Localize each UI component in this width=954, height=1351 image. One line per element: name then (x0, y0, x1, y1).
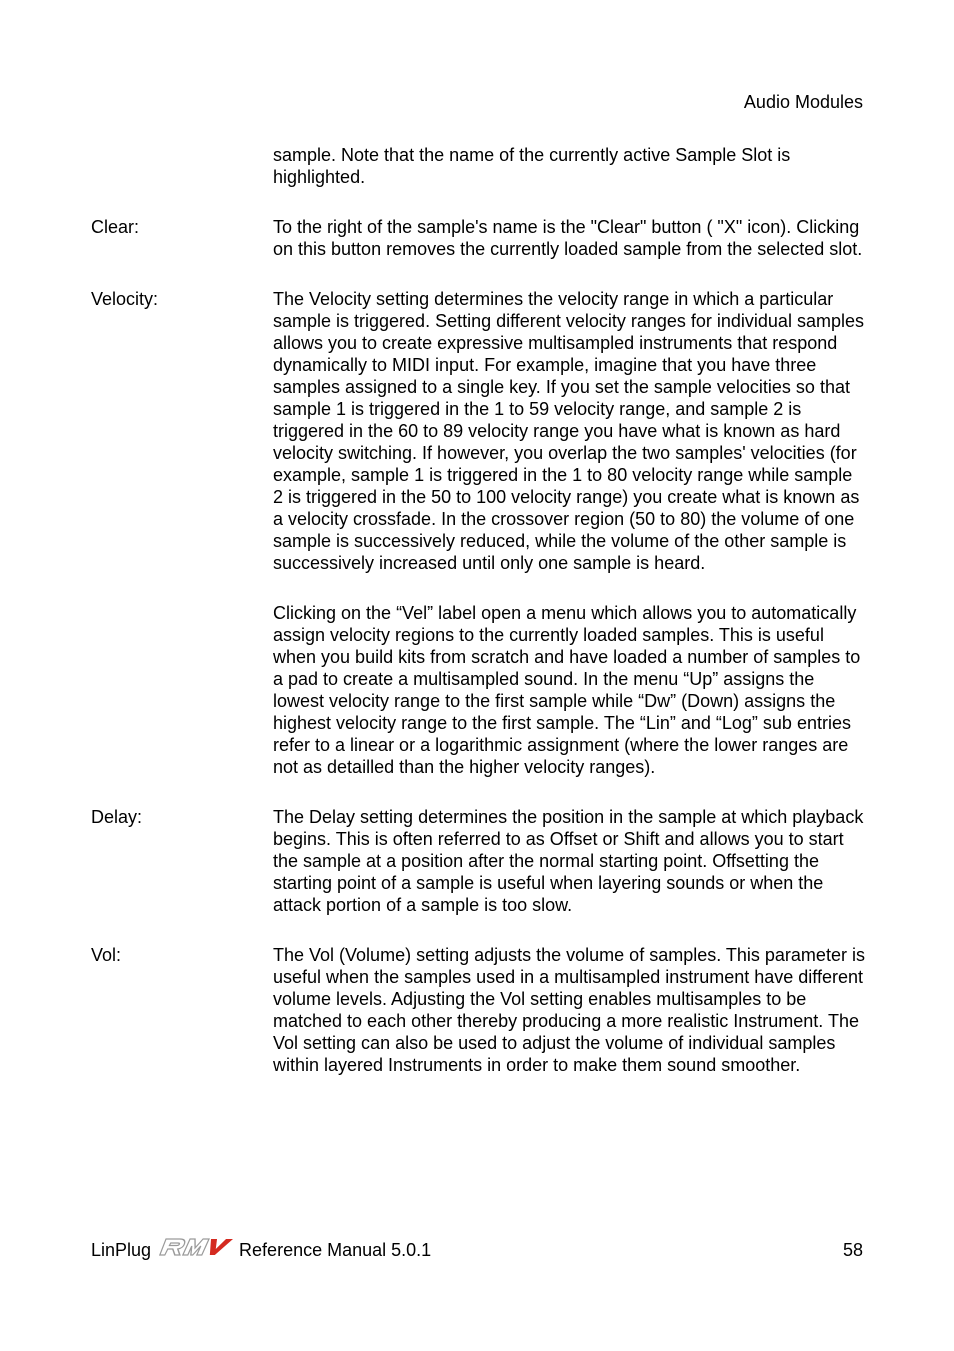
entry-delay (91, 806, 865, 916)
manual-title: Reference Manual 5.0.1 (239, 1239, 432, 1260)
entry-paragraph: To the right of the sample's name is the "Clear" button ( "X" icon). Clicking on this button removes the currently loaded sample from the selected slot. (273, 217, 863, 259)
entry-vol (91, 944, 865, 1076)
section-title: Audio Modules (743, 92, 863, 112)
page-footer (91, 1236, 863, 1263)
page-number: 58 (842, 1239, 863, 1260)
entry-paragraph: The Velocity setting determines the velocity range in which a particular sample is triggered. Setting different velocity ranges for individual samples allows you to create expressive multisampled instruments that respond dynamically to MIDI input. For example, imagine that you have three samples assigned to a single key. If you set the sample velocities so that sample 1 is triggered in the 1 to 59 velocity range, and sample 2 is triggered in the 60 to 89 velocity range you have what is known as hard velocity switching. If however, you overlap the two samples' velocities (for example, sample 1 is triggered in the 1 to 80 velocity range while sample 2 is triggered in the 50 to 100 velocity range) you create what is known as a velocity crossfade. In the crossover region (50 to 80) the volume of one sample is successively reduced, while the volume of the other sample is successively increased until only one sample is heard. (273, 289, 864, 573)
brand-name: LinPlug (91, 1239, 152, 1260)
footer-title (91, 1236, 431, 1263)
entry-label (91, 144, 273, 188)
entry-label: Velocity: (91, 289, 159, 309)
entry-label: Vol: (91, 945, 122, 965)
entry-sample-cont (91, 144, 865, 188)
entry-paragraph: The Delay setting determines the position in the sample at which playback begins. This is often referred to as Offset or Shift and allows you to start the sample at a position after the normal starting point. Offsetting the starting point of a sample is useful when layering sounds or when the attack portion of a sample is too slow. (273, 807, 864, 915)
entry-label: Clear: (91, 217, 140, 237)
entry-label: Delay: (91, 807, 143, 827)
entry-velocity-cont (91, 602, 865, 778)
page-header (744, 91, 863, 113)
entry-paragraph: sample. Note that the name of the currently active Sample Slot is highlighted. (273, 145, 791, 187)
rmv-logo (157, 1236, 233, 1263)
entry-paragraph: Clicking on the “Vel” label open a menu which allows you to automatically assign velocity regions to the currently loaded samples. This is useful when you build kits from scratch and have loaded a number of samples to a pad to create a multisampled sound. In the menu “Up” assigns the lowest velocity range to the first sample while “Dw” (Down) assigns the highest velocity range to the first sample. The “Lin” and “Log” sub entries refer to a linear or a logarithmic assignment (where the lower ranges are not as detailled than the higher velocity ranges). (273, 603, 861, 777)
entry-clear (91, 216, 865, 260)
entry-paragraph: The Vol (Volume) setting adjusts the volume of samples. This parameter is useful when the samples used in a multisampled instrument have different volume levels. Adjusting the Vol setting enables multisamples to be matched to each other thereby producing a more realistic Instrument. The Vol setting can also be used to adjust the volume of individual samples within layered Instruments in order to make them sound smoother. (273, 945, 865, 1075)
document-body (91, 144, 865, 1076)
rmv-logo-icon (157, 1236, 233, 1258)
entry-velocity (91, 288, 865, 574)
